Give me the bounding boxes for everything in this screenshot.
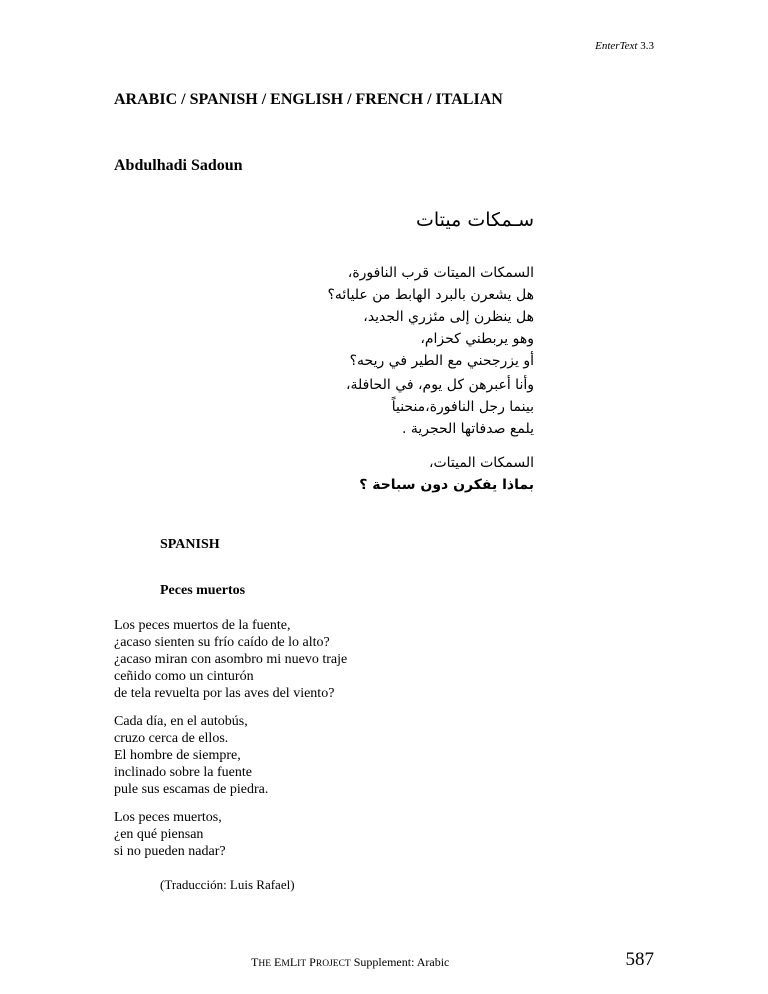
arabic-poem-title: سـمكات ميتات (416, 209, 534, 231)
spanish-stanza-3 (114, 809, 226, 860)
spanish-line: ¿en qué piensan (114, 827, 204, 842)
running-head (595, 40, 654, 52)
footer-text (251, 955, 449, 970)
arabic-line: وأنا أعبرهن كل يوم، في الحافلة، (345, 377, 534, 393)
arabic-line: هل ينظرن إلى مئزري الجديد، (363, 309, 534, 325)
footer-project: PROJECT (309, 955, 351, 969)
spanish-line: Los peces muertos, (114, 810, 222, 825)
spanish-line: Los peces muertos de la fuente, (114, 618, 291, 633)
spanish-line: si no pueden nadar? (114, 844, 226, 859)
journal-issue: 3.3 (640, 40, 654, 52)
arabic-line: السمكات الميتات، (428, 455, 534, 471)
spanish-line: Cada día, en el autobús, (114, 714, 248, 729)
page-title: ARABIC / SPANISH / ENGLISH / FRENCH / ITALIAN (114, 91, 503, 108)
arabic-line: وهو يربطني كحزام، (420, 331, 534, 347)
spanish-line: pule sus escamas de piedra. (114, 782, 269, 797)
arabic-line: بينما رجل النافورة،منحنياً (391, 399, 534, 415)
section-label-spanish: SPANISH (160, 537, 220, 552)
arabic-line: أو يزرجحني مع الطير في ريحه؟ (349, 353, 534, 369)
arabic-line: هل يشعرن بالبرد الهابط من عليائه؟ (327, 287, 534, 303)
footer-emlit: EMLIT (274, 955, 307, 969)
spanish-line: cruzo cerca de ellos. (114, 731, 229, 746)
spanish-line: El hombre de siempre, (114, 748, 241, 763)
arabic-line: السمكات الميتات قرب النافورة، (347, 265, 534, 281)
arabic-stanza-2 (346, 374, 534, 440)
spanish-line: ¿acaso sienten su frío caído de lo alto? (114, 635, 330, 650)
journal-name: EnterText (595, 40, 638, 52)
footer-the: THE (251, 955, 272, 969)
arabic-stanza-3 (359, 452, 534, 496)
spanish-line: ceñido como un cinturón (114, 669, 254, 684)
spanish-line: ¿acaso miran con asombro mi nuevo traje (114, 652, 348, 667)
spanish-line: inclinado sobre la fuente (114, 765, 253, 780)
spanish-stanza-2 (114, 713, 268, 798)
spanish-stanza-1 (114, 617, 347, 702)
arabic-line: بماذا يفكرن دون سباحة ؟ (359, 477, 534, 493)
translation-credit: (Traducción: Luis Rafael) (160, 877, 295, 892)
author-name: Abdulhadi Sadoun (114, 157, 243, 174)
arabic-line: يلمع صدفاتها الحجرية . (401, 421, 534, 437)
arabic-stanza-1 (327, 262, 534, 372)
page-number: 587 (625, 949, 654, 970)
spanish-line: de tela revuelta por las aves del viento? (114, 686, 335, 701)
footer-supplement: Supplement: Arabic (353, 955, 450, 969)
spanish-poem-title: Peces muertos (160, 583, 246, 598)
